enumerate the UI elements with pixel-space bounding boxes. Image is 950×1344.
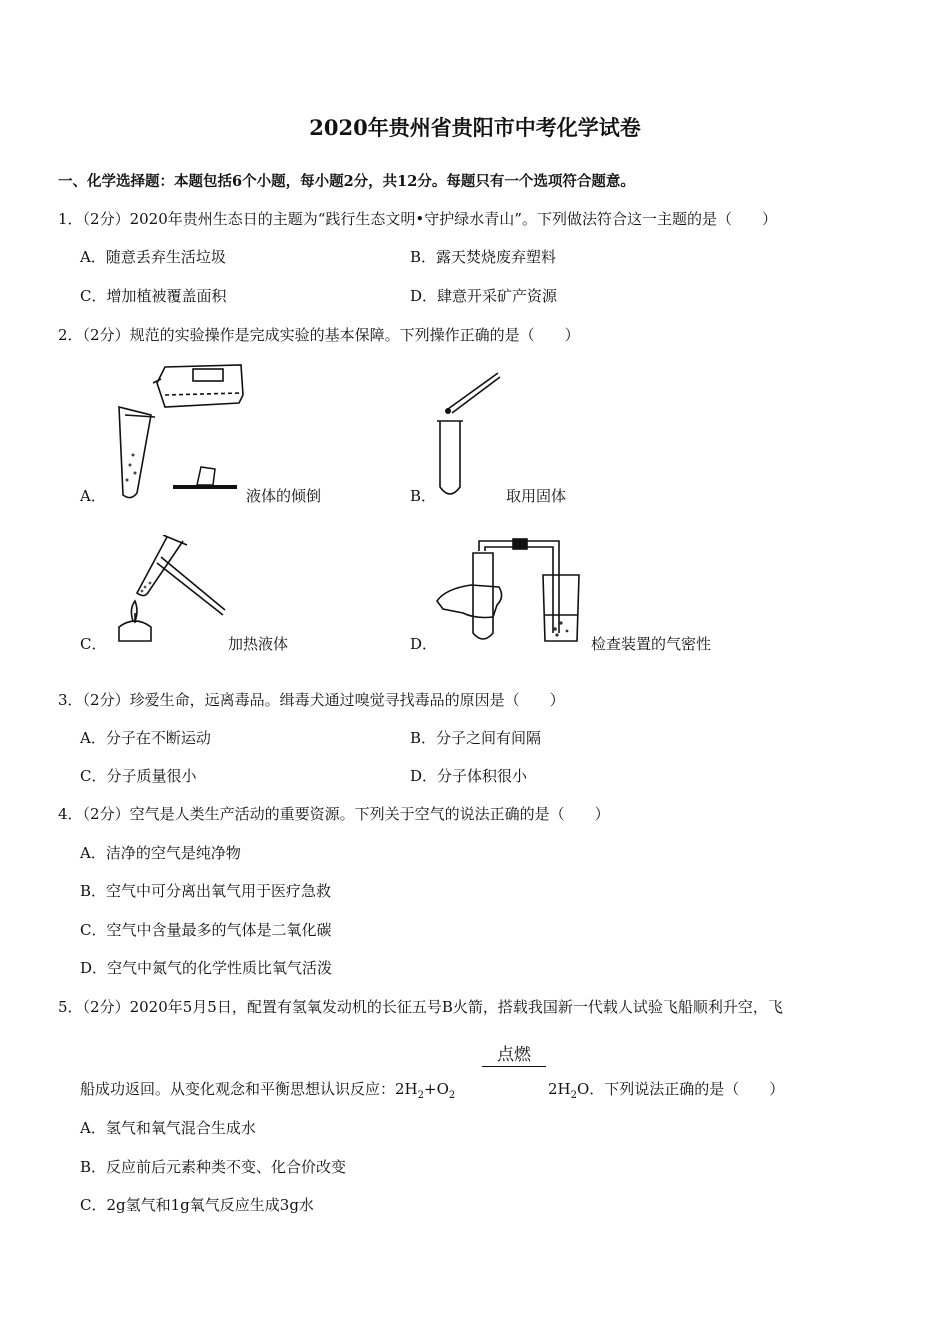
- question-4-option-c: C．空气中含量最多的气体是二氧化碳: [80, 921, 332, 939]
- question-2-option-a-label: A．: [80, 487, 106, 505]
- subscript: 2: [570, 1090, 577, 1101]
- page-title: 2020年贵州省贵阳市中考化学试卷: [309, 115, 641, 140]
- question-5-stem-line-2-suffix: [548, 1078, 784, 1101]
- question-1-option-c: C．增加植被覆盖面积: [80, 287, 227, 305]
- reaction-condition: 点燃: [497, 1045, 531, 1065]
- question-1-stem: 1．（2分）2020年贵州生态日的主题为“践行生态文明•守护绿水青山”。下列做法符合这一主题的是（ ）: [58, 210, 777, 228]
- question-2-option-d-label: D．: [410, 635, 438, 653]
- subscript: 2: [417, 1090, 425, 1101]
- heating-liquid-illustration: [105, 535, 230, 655]
- question-2-option-d-caption: 检查装置的气密性: [591, 635, 712, 653]
- question-2-option-c-label: C．: [80, 635, 107, 653]
- airtightness-check-illustration: [435, 535, 590, 647]
- question-5-stem-line-2: [80, 1078, 455, 1101]
- section-heading: 一、化学选择题：本题包括6个小题，每小题2分，共12分。每题只有一个选项符合题意。: [58, 173, 635, 190]
- question-5-stem-line-1: 5．（2分）2020年5月5日，配置有氢氧发动机的长征五号B火箭，搭载我国新一代载人试验飞船顺利升空，飞: [58, 998, 783, 1016]
- question-2-option-b-label: B．: [410, 487, 437, 505]
- question-4-stem: 4．（2分）空气是人类生产活动的重要资源。下列关于空气的说法正确的是（ ）: [58, 805, 610, 823]
- question-1-option-d: D．肆意开采矿产资源: [410, 287, 558, 305]
- question-2-stem: 2．（2分）规范的实验操作是完成实验的基本保障。下列操作正确的是（ ）: [58, 326, 580, 344]
- reaction-arrow-line: [482, 1066, 546, 1067]
- taking-solid-illustration: [430, 365, 510, 500]
- question-3-stem: 3．（2分）珍爱生命，远离毒品。缉毒犬通过嗅觉寻找毒品的原因是（ ）: [58, 691, 565, 709]
- question-2-option-c-caption: 加热液体: [228, 635, 289, 653]
- question-1-option-b: B．露天焚烧废弃塑料: [410, 248, 557, 266]
- question-3-option-a: A．分子在不断运动: [80, 729, 211, 747]
- plus-oxygen: +O: [424, 1080, 449, 1098]
- question-4-option-d: D．空气中氮气的化学性质比氧气活泼: [80, 959, 333, 977]
- question-3-option-c: C．分子质量很小: [80, 767, 197, 785]
- question-5-stem-suffix: O．下列说法正确的是（ ）: [577, 1080, 785, 1098]
- question-5-stem-prefix: 船成功返回。从变化观念和平衡思想认识反应：2H: [80, 1080, 418, 1098]
- question-2-option-a-caption: 液体的倾倒: [246, 487, 322, 505]
- question-5-option-c: C．2g氢气和1g氧气反应生成3g水: [80, 1196, 314, 1214]
- question-5-option-b: B．反应前后元素种类不变、化合价改变: [80, 1158, 347, 1176]
- pouring-liquid-illustration: [105, 355, 245, 500]
- question-1-option-a: A．随意丢弃生活垃圾: [80, 248, 226, 266]
- question-5-option-a: A．氢气和氧气混合生成水: [80, 1119, 256, 1137]
- product-water: 2H: [548, 1080, 571, 1098]
- question-4-option-b: B．空气中可分离出氧气用于医疗急救: [80, 882, 332, 900]
- question-4-option-a: A．洁净的空气是纯净物: [80, 844, 241, 862]
- question-3-option-d: D．分子体积很小: [410, 767, 528, 785]
- subscript: 2: [448, 1090, 456, 1101]
- question-2-option-b-caption: 取用固体: [506, 487, 567, 505]
- question-3-option-b: B．分子之间有间隔: [410, 729, 542, 747]
